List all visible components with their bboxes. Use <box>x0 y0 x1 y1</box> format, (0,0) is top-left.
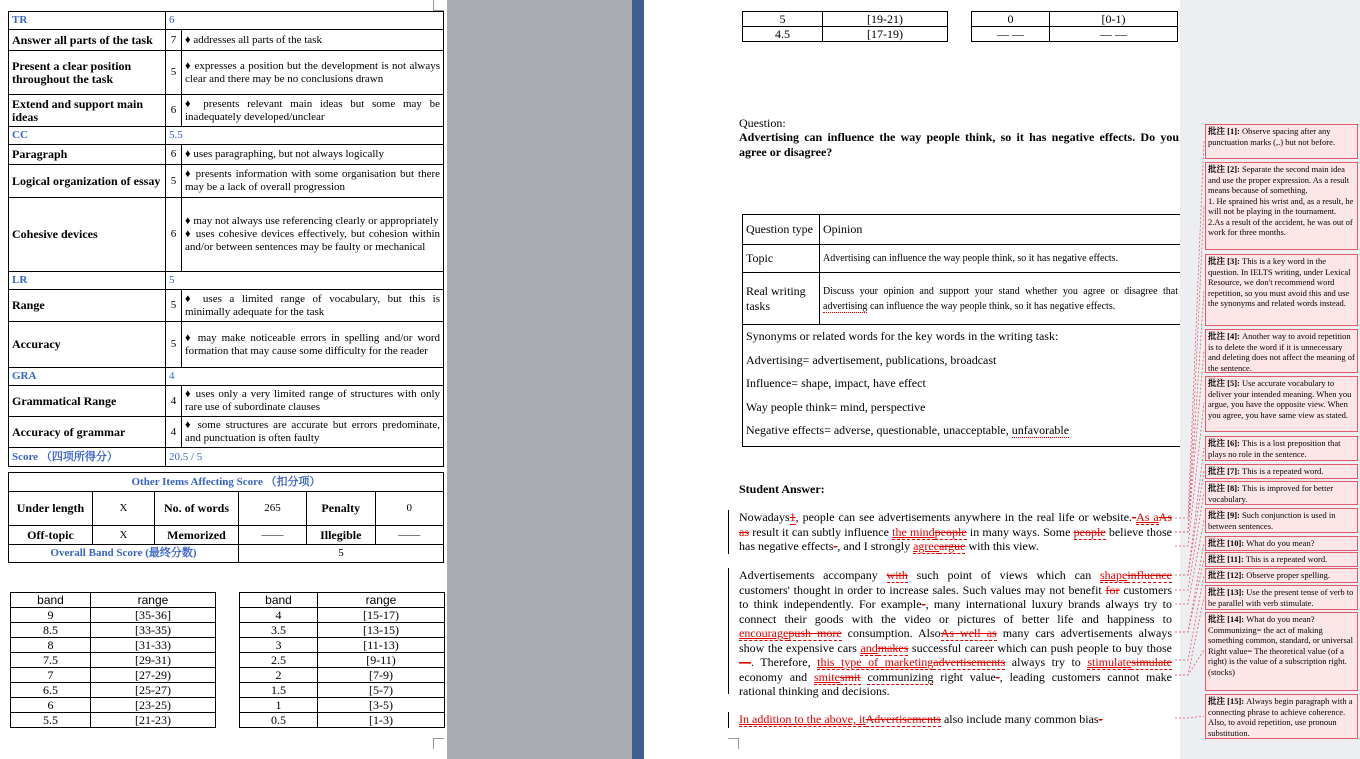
text-run: , many international luxury brands always try to connect their goods with the video or pictures of better life and happiness to <box>739 597 1172 626</box>
range-cell: [25-27) <box>91 683 216 698</box>
deleted-text[interactable]: - <box>833 539 838 553</box>
gra-label: GRA <box>9 368 166 386</box>
text-run: believe those has negative effects <box>739 524 1173 553</box>
text-run: successful career which can push people to buy those <box>908 640 1172 655</box>
comment-balloon[interactable] <box>1205 254 1358 326</box>
comment-body: Observe proper spelling. <box>1246 570 1331 580</box>
comment-head: 批注 [3]: <box>1208 256 1240 266</box>
criterion-desc: ♦ some structures are accurate but errors predominate, and punctuation is often faulty <box>182 417 444 448</box>
comment-body: Always begin paragraph with a connecting phrase to achieve coherence. Also, to avoid repetition, use pronoun substitution. <box>1208 696 1353 738</box>
memorized-label: Memorized <box>155 526 239 545</box>
comment-balloon[interactable] <box>1205 568 1358 583</box>
synonym-line: Advertising= advertisement, publications, broadcast <box>746 352 997 367</box>
comment-balloon[interactable] <box>1205 376 1358 432</box>
range-cell: [5-7) <box>318 683 445 698</box>
criteria-table <box>8 11 444 467</box>
band-row <box>11 638 445 653</box>
criterion-label: Answer all parts of the task <box>9 30 166 51</box>
writing-task-label: Real writing tasks <box>743 273 820 325</box>
deleted-text[interactable]: As well as <box>940 626 997 640</box>
deleted-text[interactable]: argue <box>939 539 966 553</box>
text-run: with this view. <box>965 539 1039 553</box>
inserted-text[interactable]: and <box>860 640 878 655</box>
tr-score: 6 <box>166 12 444 30</box>
deleted-text[interactable]: — <box>739 655 751 669</box>
criterion-desc: ♦ uses a limited range of vocabulary, but this is minimally adequate for the task <box>182 290 444 322</box>
comment-body: Another way to avoid repetition is to delete the word if it is unnecessary and deleting does not affect the meaning of the sentence. <box>1208 331 1355 373</box>
synonyms-cell <box>743 325 1182 447</box>
criterion-label: Present a clear position throughout the task <box>9 51 166 95</box>
range-cell: [15-17) <box>318 608 445 623</box>
off-topic-value: X <box>93 526 155 545</box>
task-text: can influence the way people think, so it has negative effects. <box>867 300 1116 312</box>
range-cell: [21-23) <box>91 713 216 728</box>
task-text: Discuss your opinion and support your stand whether you agree or disagree that <box>823 285 1178 297</box>
band-cell: 9 <box>11 608 91 623</box>
inserted-text[interactable]: agree <box>913 539 940 553</box>
range-header: range <box>318 593 445 608</box>
comment-head: 批注 [9]: <box>1208 510 1240 520</box>
band-row <box>11 683 445 698</box>
band-cell: 1.5 <box>240 683 318 698</box>
page-splitter[interactable] <box>632 0 644 759</box>
illegible-cell <box>307 526 444 545</box>
question-text: Advertising can influence the way people think, so it has negative effects. Do you agree or disagree? <box>739 130 1179 159</box>
synonym-word: unfavorable <box>1011 423 1070 438</box>
comment-balloon[interactable] <box>1205 162 1358 250</box>
band-gap <box>216 593 240 608</box>
deleted-text[interactable]: advertisements <box>933 655 1006 669</box>
band-row <box>11 668 445 683</box>
criterion-desc: ♦ uses only a very limited range of structures with only rare use of subordinate clauses <box>182 386 444 417</box>
deleted-text[interactable]: - <box>995 669 1000 684</box>
text-run: also include many common bias <box>940 712 1099 726</box>
comment-head: 批注 [10]: <box>1208 538 1245 548</box>
criterion-desc: ♦ presents information with some organisation but there may be a lack of overall progression <box>182 165 444 198</box>
comment-balloon[interactable] <box>1205 481 1358 505</box>
criterion-label: Grammatical Range <box>9 386 166 417</box>
student-answer-label: Student Answer: <box>739 482 825 496</box>
change-bar <box>728 568 729 694</box>
deleted-text[interactable]: smit <box>839 669 861 684</box>
text-run: always try to <box>1005 655 1088 669</box>
comment-head: 批注 [6]: <box>1208 438 1240 448</box>
page-gutter <box>447 0 632 759</box>
band-header: band <box>11 593 91 608</box>
criterion-score: 5 <box>166 165 182 198</box>
text-run: right value <box>933 669 996 684</box>
criterion-label: Logical organization of essay <box>9 165 166 198</box>
inserted-text[interactable]: this type of marketing <box>817 655 934 669</box>
text-run: in many ways. Some <box>966 524 1074 539</box>
range-cell: [19-21) <box>823 12 948 27</box>
criterion-label: Range <box>9 290 166 322</box>
band-cell: 6.5 <box>11 683 91 698</box>
band-cell: — — <box>972 27 1050 42</box>
other-items-title: Other Items Affecting Score （扣分项） <box>9 473 444 492</box>
criterion-label: Cohesive devices <box>9 198 166 272</box>
deleted-text[interactable]: - <box>921 597 926 611</box>
criterion-score: 5 <box>166 322 182 368</box>
criterion-score: 5 <box>166 290 182 322</box>
comment-body: This is a repeated word. <box>1245 554 1328 564</box>
band-gap <box>216 638 240 653</box>
text-run: , and I strongly <box>837 539 914 553</box>
off-topic-label: Off-topic <box>9 526 93 545</box>
band-gap <box>216 653 240 668</box>
comment-balloon[interactable] <box>1205 536 1358 551</box>
band-row <box>11 608 445 623</box>
left-page <box>0 0 447 759</box>
inserted-text[interactable]: encourage <box>739 626 789 640</box>
band-row <box>11 623 445 638</box>
memorized-value: —— <box>239 526 307 545</box>
band-cell: 0.5 <box>240 713 318 728</box>
inserted-text[interactable]: stimulate <box>1087 655 1132 669</box>
comment-head: 批注 [14]: <box>1208 614 1245 624</box>
deleted-text[interactable]: influence <box>1127 568 1172 582</box>
band-cell: 2 <box>240 668 318 683</box>
comment-head: 批注 [4]: <box>1208 331 1240 341</box>
band-cell: 8 <box>11 638 91 653</box>
comment-balloon[interactable] <box>1205 694 1358 739</box>
deleted-text[interactable]: as <box>739 524 749 539</box>
range-cell: [29-31) <box>91 653 216 668</box>
band-row <box>743 12 1178 27</box>
band-row <box>743 27 1178 42</box>
tr-label: TR <box>9 12 166 30</box>
band-gap <box>216 683 240 698</box>
comment-body: This is a repeated word. <box>1242 466 1324 476</box>
lr-label: LR <box>9 272 166 290</box>
band-cell: 5.5 <box>11 713 91 728</box>
question-table <box>742 214 1182 447</box>
criterion-desc: ♦ presents relevant main ideas but some may be inadequately developed/unclear <box>182 95 444 127</box>
overall-band-value: 5 <box>239 545 444 563</box>
range-cell: [13-15) <box>318 623 445 638</box>
band-cell: 1 <box>240 698 318 713</box>
band-gap <box>216 668 240 683</box>
comment-body: What do you mean? Communizing= the act of making something common, standard, or universal Right value= The theoretical value (of a right) is the value of a subscription right. (stocks) <box>1208 614 1353 677</box>
comment-body: Observe spacing after any punctuation marks (,.) but not before. <box>1208 126 1335 147</box>
question-label: Question: <box>739 116 786 130</box>
text-run: Advertisements accompany <box>739 568 887 582</box>
comment-balloon[interactable] <box>1205 124 1358 159</box>
inserted-text[interactable]: smite <box>813 669 840 684</box>
comment-head: 批注 [2]: <box>1208 164 1240 174</box>
deleted-text[interactable]: Advertisements <box>865 712 941 726</box>
range-cell: [11-13) <box>318 638 445 653</box>
comment-head: 批注 [15]: <box>1208 696 1245 706</box>
no-words-value: 265 <box>239 492 307 526</box>
comment-body: Use the present tense of verb to be parallel with verb stimulate. <box>1208 587 1354 608</box>
deleted-text[interactable]: - <box>1098 712 1103 726</box>
criterion-desc: ♦ may make noticeable errors in spelling and/or word formation that may cause some difficulty for the reader <box>182 322 444 368</box>
question-type-label: Question type <box>743 215 820 245</box>
criterion-desc: ♦ expresses a position but the development is not always clear and there may be no conclusions drawn <box>182 51 444 95</box>
deleted-text[interactable]: push more <box>788 626 842 640</box>
band-gap <box>216 698 240 713</box>
band-cell: 4 <box>240 608 318 623</box>
band-cell: 6 <box>11 698 91 713</box>
penalty-value: 0 <box>406 502 412 514</box>
text-run: , people can see advertisements anywhere in the real life or website. <box>795 510 1133 524</box>
range-cell: [1-3) <box>318 713 445 728</box>
criterion-label: Extend and support main ideas <box>9 95 166 127</box>
cc-label: CC <box>9 127 166 145</box>
range-cell: — — <box>1050 27 1178 42</box>
criterion-score: 4 <box>166 417 182 448</box>
inserted-text[interactable]: In addition to the above, it <box>739 712 866 726</box>
band-cell: 2.5 <box>240 653 318 668</box>
range-cell: [0-1) <box>1050 12 1178 27</box>
comment-body: Separate the second main idea and use the proper expression. As a result means because of something. 1. He sprained his wrist and, as a result, he will not be playing in the tournament. 2.As a result of the accident, he was out of work for three months. <box>1208 164 1354 237</box>
penalty-label: Penalty <box>307 492 375 525</box>
under-length-value: X <box>93 492 155 526</box>
deleted-text[interactable]: As <box>1158 510 1172 524</box>
synonym-line <box>746 419 1178 443</box>
comment-balloon[interactable] <box>1205 612 1358 691</box>
answer-paragraph-1 <box>739 510 1172 554</box>
comment-balloon[interactable] <box>1205 329 1358 373</box>
text-run: result it can subtly influence <box>749 524 893 539</box>
no-words-label: No. of words <box>155 492 239 526</box>
comment-head: 批注 [7]: <box>1208 466 1240 476</box>
commented-text[interactable]: communizing <box>867 669 934 684</box>
deleted-text[interactable]: people <box>934 524 967 539</box>
text-run: consumption. Also <box>841 626 941 640</box>
question-type-value: Opinion <box>820 215 1182 245</box>
criterion-score: 6 <box>166 95 182 127</box>
criterion-score: 4 <box>166 386 182 417</box>
band-table-continued <box>742 11 1178 42</box>
text-run: , leading customers cannot make rational thinking and decisions. <box>739 669 1173 698</box>
change-bar <box>728 510 729 554</box>
comment-head: 批注 [13]: <box>1208 587 1245 597</box>
deleted-text[interactable]: makes <box>877 640 909 655</box>
text-run: . Therefore, <box>751 655 818 669</box>
range-cell: [7-9) <box>318 668 445 683</box>
criterion-label: Accuracy of grammar <box>9 417 166 448</box>
comment-balloon[interactable] <box>1205 436 1358 461</box>
deleted-text[interactable]: 1 <box>789 510 796 524</box>
criterion-desc: ♦ addresses all parts of the task <box>182 30 444 51</box>
deleted-text[interactable]: simulate <box>1131 655 1172 669</box>
criterion-desc: ♦ uses paragraphing, but not always logically <box>182 145 444 165</box>
comment-balloon[interactable] <box>1205 552 1358 567</box>
range-header: range <box>91 593 216 608</box>
comment-body: This is a lost preposition that plays no role in the sentence. <box>1208 438 1341 459</box>
criterion-score: 6 <box>166 198 182 272</box>
text-run: economy and <box>739 669 814 684</box>
deleted-text[interactable]: people <box>1073 524 1106 539</box>
answer-paragraph-3 <box>739 712 1172 727</box>
answer-paragraph-2 <box>739 568 1172 699</box>
range-cell: [35-36] <box>91 608 216 623</box>
topic-label: Topic <box>743 245 820 273</box>
text-run: customers' thought in order to increase sales. Such values may not benefit <box>739 582 1106 597</box>
inserted-text[interactable]: shape <box>1100 568 1128 582</box>
page-corner-mark <box>433 738 444 749</box>
range-cell: [23-25) <box>91 698 216 713</box>
other-items-table <box>8 472 444 563</box>
criterion-label: Accuracy <box>9 322 166 368</box>
penalty-cell <box>307 492 444 526</box>
range-cell: [17-19) <box>823 27 948 42</box>
deleted-text[interactable]: with <box>886 568 908 582</box>
comment-head: 批注 [5]: <box>1208 378 1240 388</box>
score-value: 20.5 / 5 <box>166 448 444 467</box>
under-length-label: Under length <box>9 492 93 526</box>
cc-score: 5.5 <box>166 127 444 145</box>
comment-body: Use accurate vocabulary to deliver your intended meaning. When you argue, you have the opposite view. When you agree, you have same view as stated. <box>1208 378 1352 420</box>
band-gap <box>216 713 240 728</box>
deleted-text[interactable]: - <box>1132 510 1137 524</box>
range-cell: [3-5) <box>318 698 445 713</box>
illegible-label: Illegible <box>307 526 375 544</box>
criterion-label: Paragraph <box>9 145 166 165</box>
band-row <box>11 698 445 713</box>
band-cell: 3 <box>240 638 318 653</box>
comment-body: This is a key word in the question. In IELTS writing, under Lexical Resource, we don't recommend word repetition, so you must avoid this and use the synonyms and related words instead. <box>1208 256 1351 308</box>
synonyms-title: Synonyms or related words for the key words in the writing task: <box>746 329 1059 344</box>
comment-balloon[interactable] <box>1205 508 1358 533</box>
band-row <box>11 653 445 668</box>
page-corner-mark <box>728 738 739 749</box>
change-bar <box>728 712 729 728</box>
synonym-text: Negative effects= adverse, questionable, unacceptable, <box>746 423 1012 438</box>
comment-head: 批注 [8]: <box>1208 483 1240 493</box>
comment-head: 批注 [1]: <box>1208 126 1240 136</box>
inserted-text[interactable]: As a <box>1136 510 1159 524</box>
page-corner-mark <box>433 0 444 11</box>
criterion-score: 6 <box>166 145 182 165</box>
band-cell: 8.5 <box>11 623 91 638</box>
text-run: many cars advertisements always show the expensive cars <box>739 626 1173 655</box>
band-cell: 0 <box>972 12 1050 27</box>
lr-score: 5 <box>166 272 444 290</box>
synonym-line: Way people think= mind, perspective <box>746 399 926 414</box>
band-cell: 7 <box>11 668 91 683</box>
range-cell: [9-11) <box>318 653 445 668</box>
deleted-text[interactable]: for <box>1105 582 1120 597</box>
comment-balloon[interactable] <box>1205 464 1358 479</box>
band-header: band <box>240 593 318 608</box>
comment-balloon[interactable] <box>1205 585 1358 610</box>
comment-head: 批注 [11]: <box>1208 554 1244 564</box>
illegible-value: —— <box>398 528 421 541</box>
text-run: such point of views which can <box>907 568 1101 582</box>
band-cell: 3.5 <box>240 623 318 638</box>
range-cell: [33-35) <box>91 623 216 638</box>
band-gap <box>948 27 972 42</box>
band-gap <box>216 608 240 623</box>
score-label: Score （四项所得分） <box>9 448 166 467</box>
comment-body: What do you mean? <box>1246 538 1315 548</box>
text-run: Nowadays <box>739 510 790 524</box>
comment-head: 批注 [12]: <box>1208 570 1245 580</box>
band-gap <box>216 623 240 638</box>
band-table <box>10 592 445 728</box>
criterion-score: 7 <box>166 30 182 51</box>
gra-score: 4 <box>166 368 444 386</box>
task-word: advertising <box>823 300 868 312</box>
comment-body: Such conjunction is used in between sentences. <box>1208 510 1336 531</box>
range-cell: [27-29) <box>91 668 216 683</box>
synonym-line: Influence= shape, impact, have effect <box>746 376 926 391</box>
text-run: customers to think independently. For example <box>739 582 1172 611</box>
criterion-desc: ♦ may not always use referencing clearly or appropriately ♦ uses cohesive devices effectively, but cohesion within and/or between sentences may be faulty or mechanical <box>182 198 444 272</box>
criterion-score: 5 <box>166 51 182 95</box>
band-row <box>11 713 445 728</box>
writing-task-value <box>820 273 1182 325</box>
range-cell: [31-33) <box>91 638 216 653</box>
band-gap <box>948 12 972 27</box>
overall-band-label: Overall Band Score (最终分数) <box>9 545 239 563</box>
band-cell: 5 <box>743 12 823 27</box>
comment-body: This is improved for better vocabulary. <box>1208 483 1334 504</box>
topic-value: Advertising can influence the way people think, so it has negative effects. <box>820 245 1182 273</box>
band-cell: 7.5 <box>11 653 91 668</box>
band-cell: 4.5 <box>743 27 823 42</box>
inserted-text[interactable]: the mind <box>892 524 935 539</box>
